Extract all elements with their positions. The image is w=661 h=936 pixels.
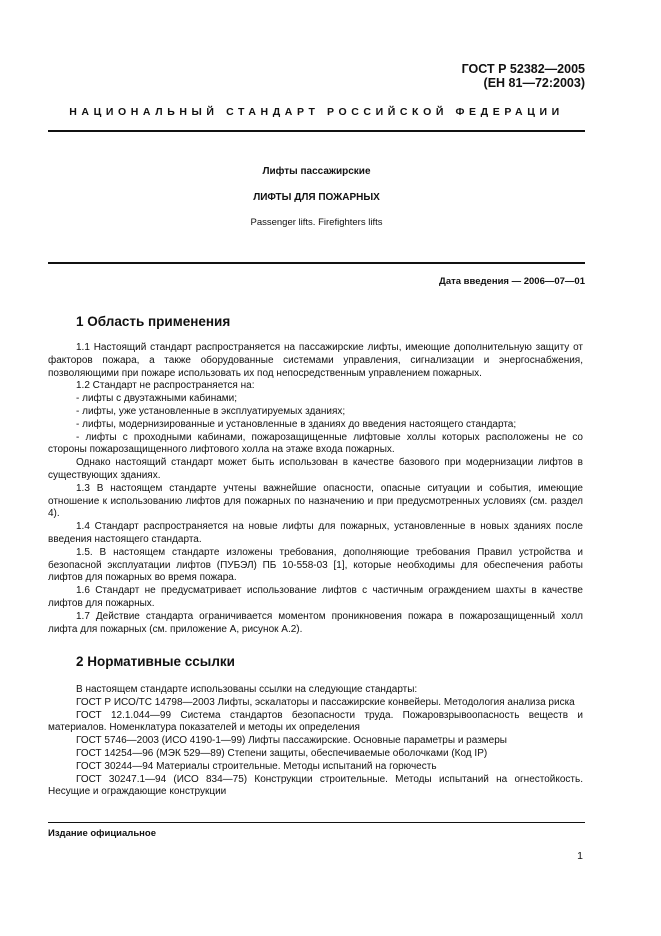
reference-item: ГОСТ 12.1.044—99 Система стандартов безопасности труда. Пожаровзрывоопасность веществ и материалов. Номенклатура показателей и методы их определения <box>48 709 583 734</box>
paragraph: Однако настоящий стандарт может быть использован в качестве базового при модернизации лифтов в существующих зданиях. <box>48 457 583 481</box>
paragraph: 1.5. В настоящем стандарте изложены требования, дополняющие требования Правил устройства и безопасной эксплуатации лифтов (ПУБЭЛ) ПБ 10-558-03 [1], которые необходимы для обеспечения работы лифтов для пожарных во время пожара. <box>48 546 583 584</box>
paragraph: 1.3 В настоящем стандарте учтены важнейшие опасности, опасные ситуации и события, имеющие отношение к использованию лифтов для пожарных по назначению и при предусмотренных условиях (см. раздел 4). <box>48 482 583 520</box>
section-2-heading: 2 Нормативные ссылки <box>76 654 235 669</box>
document-code: ГОСТ Р 52382—2005 <box>461 62 585 76</box>
page-number: 1 <box>577 850 583 862</box>
header-divider <box>48 130 585 132</box>
list-item: - лифты, уже установленные в эксплуатируемых зданиях; <box>76 405 346 417</box>
list-item: - лифты с проходными кабинами, пожарозащищенные лифтовые холлы которых расположены не со стороны пожарозащищенного лифтового холла на этаже входа пожарных. <box>48 431 583 456</box>
list-item: - лифты, модернизированные и установленные в зданиях до введения настоящего стандарта; <box>76 418 517 430</box>
title-group: Лифты пассажирские <box>262 166 371 177</box>
title-english: Passenger lifts. Firefighters lifts <box>250 217 383 228</box>
paragraph: 1.2 Стандарт не распространяется на: <box>76 380 255 392</box>
reference-item: ГОСТ 5746—2003 (ИСО 4190-1—99) Лифты пассажирские. Основные параметры и размеры <box>76 735 507 747</box>
reference-item: ГОСТ 30247.1—94 (ИСО 834—75) Конструкции строительные. Методы испытаний на огнестойкость. Несущие и ограждающие конструкции <box>48 773 583 798</box>
paragraph: 1.7 Действие стандарта ограничивается моментом проникновения пожара в пожарозащищенный холл лифта для пожарных (см. приложение А, рисунок А.2). <box>48 610 583 635</box>
list-item: - лифты с двуэтажными кабинами; <box>76 393 238 405</box>
national-standard-banner: НАЦИОНАЛЬНЫЙ СТАНДАРТ РОССИЙСКОЙ ФЕДЕРАЦИИ <box>69 106 564 118</box>
document-code-alt: (ЕН 81—72:2003) <box>483 76 585 90</box>
paragraph: 1.6 Стандарт не предусматривает использование лифтов с частичным ограждением шахты в качестве лифтов для пожарных. <box>48 585 583 609</box>
footer-divider <box>48 822 585 823</box>
title-main: ЛИФТЫ ДЛЯ ПОЖАРНЫХ <box>253 192 380 203</box>
reference-item: ГОСТ 14254—96 (МЭК 529—89) Степени защиты, обеспечиваемые оболочками (Код IP) <box>76 747 488 759</box>
section-1-body <box>48 342 583 636</box>
document-code-block <box>462 62 585 90</box>
reference-item: ГОСТ 30244—94 Материалы строительные. Методы испытаний на горючесть <box>76 760 437 772</box>
paragraph: 1.1 Настоящий стандарт распространяется на пассажирские лифты, имеющие дополнительную защиту от факторов пожара, а также оборудованные системами управления, сигнализации и энергоснабжения, позволяющими при пожаре использовать их под непосредственным управлением пожарных. <box>48 342 583 379</box>
section-2-body <box>48 684 583 799</box>
reference-item: ГОСТ Р ИСО/ТС 14798—2003 Лифты, эскалаторы и пассажирские конвейеры. Методология анализа риска <box>76 696 575 708</box>
paragraph: 1.4 Стандарт распространяется на новые лифты для пожарных, установленные в новых зданиях после введения настоящего стандарта. <box>48 521 583 545</box>
paragraph: В настоящем стандарте использованы ссылки на следующие стандарты: <box>76 684 418 695</box>
edition-label: Издание официальное <box>48 828 156 839</box>
title-divider <box>48 262 585 264</box>
section-1-heading: 1 Область применения <box>76 314 231 329</box>
effective-date: Дата введения — 2006—07—01 <box>439 276 585 287</box>
